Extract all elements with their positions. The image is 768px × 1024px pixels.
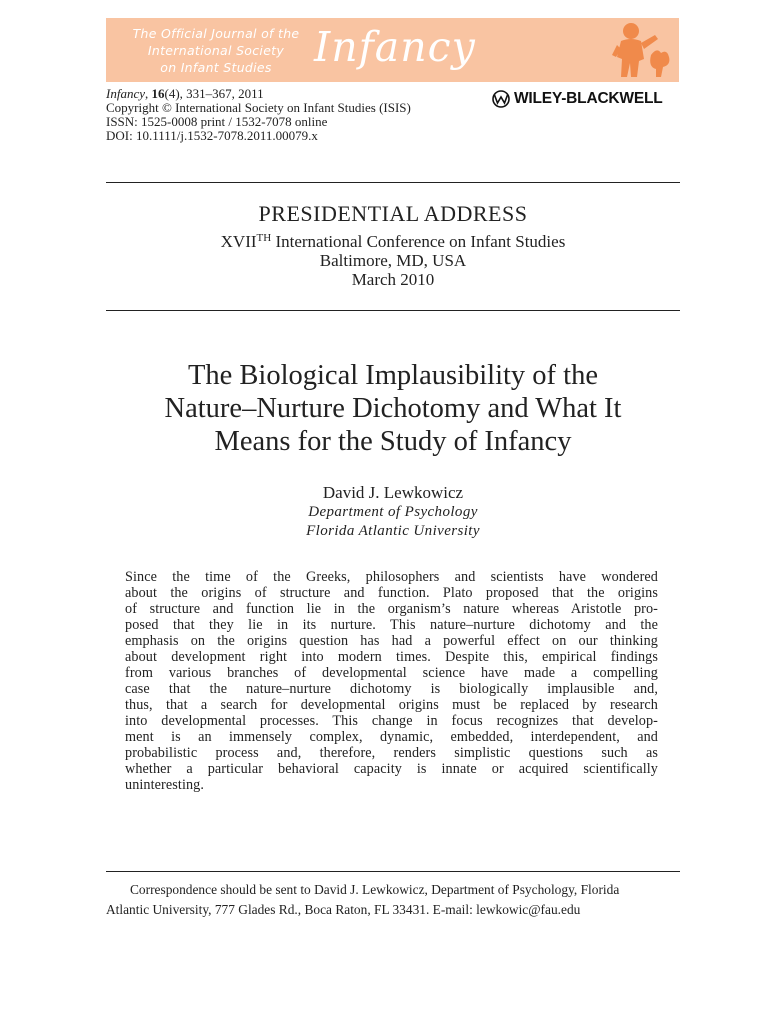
abstract-line: Since the time of the Greeks, philosophers and scientists have wondered — [125, 569, 658, 585]
abstract-line: ment is an immensely complex, dynamic, embedded, interdependent, and — [125, 729, 658, 745]
department: Department of Psychology — [308, 504, 478, 520]
journal-logo-text: Infancy — [314, 23, 476, 71]
conference-date: March 2010 — [351, 270, 435, 289]
correspondence-footnote — [106, 880, 680, 920]
author-affiliation — [106, 503, 680, 541]
top-divider — [106, 182, 680, 183]
title-line: Means for the Study of Infancy — [214, 426, 572, 457]
abstract-line: emphasis on the origins question has had a powerful effect on our thinking — [125, 633, 658, 649]
citation-issue-pages: (4), 331–367, 2011 — [164, 86, 264, 101]
footnote-line: Correspondence should be sent to David J. Lewkowicz, Department of Psychology, Florida — [130, 882, 620, 897]
wiley-w-icon — [490, 90, 512, 108]
title-line: The Biological Implausibility of the — [187, 360, 598, 391]
banner-tagline-line: The Official Journal of the — [132, 26, 300, 41]
abstract-line: uninteresting. — [125, 777, 205, 793]
abstract-line: case that the nature–nurture dichotomy is biologically implausible and, — [125, 681, 658, 697]
journal-banner — [106, 18, 679, 82]
abstract-line: into developmental processes. This change in focus recognizes that develop- — [125, 713, 658, 729]
abstract-line: about development right into modern times. Despite this, empirical findings — [125, 649, 658, 665]
title-line: Nature–Nurture Dichotomy and What It — [164, 393, 622, 424]
abstract-line: posed that they lie in its nurture. This nature–nurture dichotomy and the — [125, 617, 658, 633]
issn-line: ISSN: 1525-0008 print / 1532-7078 online — [106, 114, 328, 129]
conference-ordinal: XVII — [220, 232, 257, 251]
abstract — [125, 569, 658, 793]
copyright-line: Copyright © International Society on Infant Studies (ISIS) — [106, 100, 411, 115]
section-heading: PRESIDENTIAL ADDRESS — [258, 201, 528, 226]
conference-location: Baltimore, MD, USA — [319, 251, 467, 270]
university: Florida Atlantic University — [306, 523, 480, 539]
heading-divider — [106, 310, 680, 311]
conference-info — [106, 232, 680, 289]
banner-tagline — [116, 25, 316, 76]
citation-journal: Infancy — [106, 86, 145, 101]
citation-block — [106, 87, 411, 143]
banner-tagline-line: International Society — [147, 43, 285, 58]
citation-volume: 16 — [151, 86, 165, 101]
conference-ordinal-sup: TH — [256, 232, 272, 244]
conference-name — [106, 232, 680, 251]
doi-line: DOI: 10.1111/j.1532-7078.2011.00079.x — [106, 128, 318, 143]
publisher-logo — [490, 90, 680, 108]
abstract-line: thus, that a search for developmental origins must be replaced by research — [125, 697, 658, 713]
publisher-name: WILEY-BLACKWELL — [514, 90, 663, 107]
author-name: David J. Lewkowicz — [322, 483, 464, 502]
abstract-line: from various branches of developmental science have made a compelling — [125, 665, 658, 681]
infant-figure-icon — [611, 21, 671, 79]
footnote-line: Atlantic University, 777 Glades Rd., Boca Raton, FL 33431. E-mail: lewkowic@fau.edu — [106, 902, 581, 917]
banner-tagline-line: on Infant Studies — [160, 60, 272, 75]
abstract-line: whether a particular behavioral capacity is innate or acquired scientifically — [125, 761, 658, 777]
citation-journal-line: Infancy, 16(4), 331–367, 2011 — [106, 86, 264, 101]
conference-title: International Conference on Infant Studies — [271, 232, 566, 251]
abstract-line: about the origins of structure and function. Plato proposed that the origins — [125, 585, 658, 601]
abstract-line: of structure and function lie in the organism’s nature whereas Aristotle pro- — [125, 601, 658, 617]
abstract-line: probabilistic process and, therefore, renders simplistic questions such as — [125, 745, 658, 761]
article-title — [106, 359, 680, 458]
footnote-divider — [106, 871, 680, 872]
